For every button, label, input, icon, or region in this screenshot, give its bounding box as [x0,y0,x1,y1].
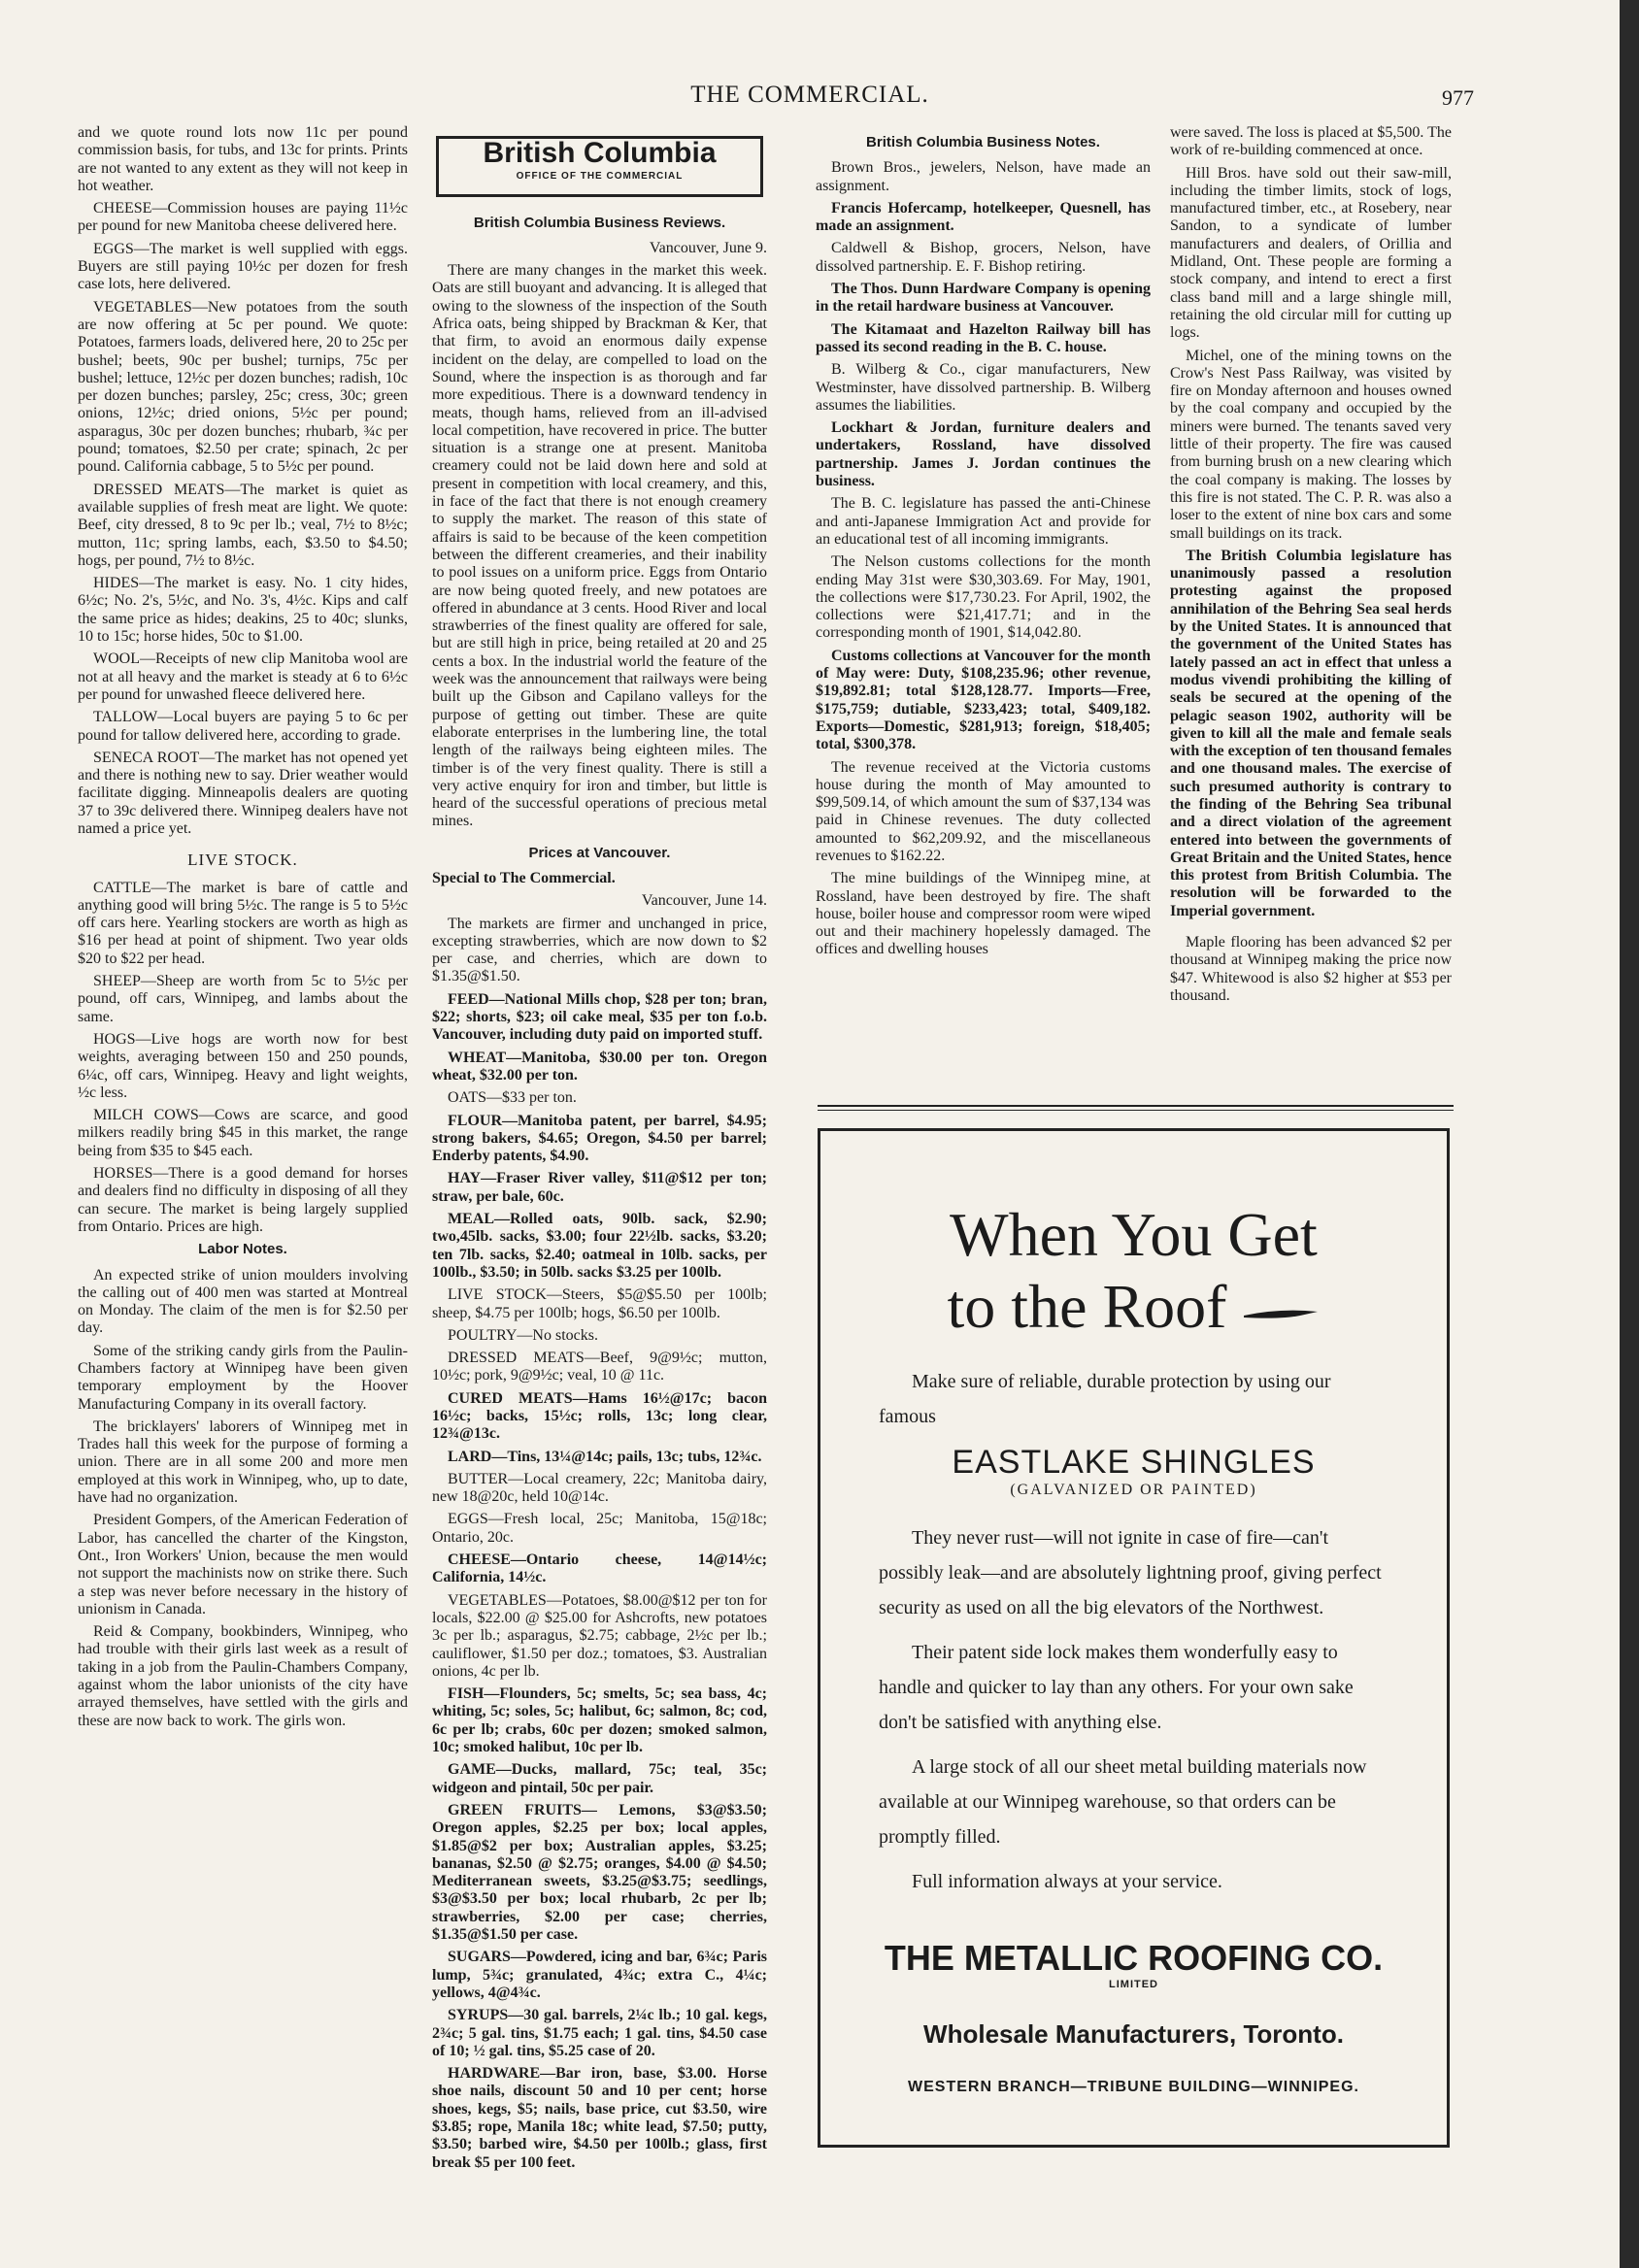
column-4 [1170,124,1452,1010]
paragraph: Michel, one of the mining towns on the Crow's Nest Pass Railway, was visited by fire on Monday afternoon and houses owned by the coal company and occupied by the miners were burned. The tenants saved very little of their property. The fire was caused from burning brush on a new clearing which the coal company is making. The losses by this fire is not stated. The C. P. R. was also a loser to the extent of nine box cars and some small buildings on its track. [1170,347,1452,542]
paragraph: The B. C. legislature has passed the anti-Chinese and anti-Japanese Immigration Act and provide for an educational test of all incoming immigrants. [816,495,1151,548]
paragraph: The bricklayers' laborers of Winnipeg met in Trades hall this week for the purpose of forming a union. There are in all some 200 and more men employed at this work in Winnipeg, who, up to date, have had no organization. [78,1418,408,1507]
special-note: Special to The Commercial. [432,869,616,886]
ad-paragraph: A large stock of all our sheet metal building materials now available at our Winnipeg warehouse, so that orders can be promptly filled. [879,1756,1367,1848]
paragraph: Customs collections at Vancouver for the month of May were: Duty, $108,235.96; other revenue, $19,892.81; total $128,128.77. Imports—Free, $175,759; dutiable, $233,423; total, $409,182. Exports—Domestic, $281,913; foreign, $18,405; total, $300,378. [816,647,1151,753]
paragraph: Some of the striking candy girls from the Paulin-Chambers factory at Winnipeg have been given temporary employment by the Hoover Manufacturing Company in its overall factory. [78,1342,408,1413]
ad-headline-line-2 [820,1271,1447,1343]
paragraph: and we quote round lots now 11c per pound commission basis, for tubs, and 13c for prints. Prints are not wanted to any extent as they will not keep in hot weather. [78,124,408,194]
paragraph: TALLOW—Local buyers are paying 5 to 6c per pound for tallow delivered here, according to grade. [78,709,408,744]
ad-paragraph: Their patent side lock makes them wonderfully easy to handle and quicker to lay than any others. For your own sake don't be satisfied with anything else. [879,1642,1354,1733]
price-item: SYRUPS—30 gal. barrels, 2¼c lb.; 10 gal. kegs, 2¾c; 5 gal. tins, $1.75 each; 1 gal. tins, $4.50 case of 10; ½ gal. tins, $5.25 case of 20. [432,2007,767,2059]
dateline: Vancouver, June 14. [641,892,767,910]
ad-body-copy [879,1520,1388,1899]
banner-title: British Columbia [483,137,717,169]
roof-swoosh-icon [1242,1298,1320,1327]
page-number: 977 [1442,85,1474,110]
price-item: LARD—Tins, 13¼@14c; pails, 13c; tubs, 12¾c. [448,1448,762,1465]
price-item: FLOUR—Manitoba patent, per barrel, $4.95; strong bakers, $4.65; Oregon, $4.50 per barrel; Enderby patents, $4.90. [432,1112,767,1165]
dateline: Vancouver, June 9. [649,239,767,256]
paragraph: Francis Hofercamp, hotelkeeper, Quesnell, has made an assignment. [816,199,1151,235]
paragraph: B. Wilberg & Co., cigar manufacturers, New Westminster, have dissolved partnership. B. Wilberg assumes the liabilities. [816,361,1151,414]
paragraph: The revenue received at the Victoria customs house during the month of May amounted to $99,509.14, of which amount the sum of $37,134 was paid in Chinese revenues. The duty collected amounted to $62,209.92, and the miscellaneous revenues to $162.22. [816,758,1151,864]
paragraph: SHEEP—Sheep are worth from 5c to 5½c per pound, off cars, Winnipeg, and lambs about the same. [78,973,408,1025]
price-item: FISH—Flounders, 5c; smelts, 5c; sea bass, 4c; whiting, 5c; soles, 5c; halibut, 6c; salmon, 8c; cod, 6c per lb; crabs, 60c per dozen; smoked salmon, 10c; smoked halibut, 10c per lb. [432,1685,767,1756]
paragraph: WOOL—Receipts of new clip Manitoba wool are not at all heavy and the market is steady at 6 to 6½c per pound for unwashed fleece delivered here. [78,650,408,703]
paragraph: Maple flooring has been advanced $2 per thousand at Winnipeg making the price now $47. Whitewood is also $2 higher at $53 per thousand. [1170,934,1452,1004]
ad-product-name: EASTLAKE SHINGLES [952,1444,1316,1481]
column-3 [816,124,1151,964]
ad-body [879,1364,1388,1434]
publication-title: THE COMMERCIAL. [690,82,929,108]
ad-paragraph: They never rust—will not ignite in case of fire—can't possibly leak—and are absolutely lightning proof, giving perfect security as used on all the big elevators of the Northwest. [879,1527,1382,1618]
british-columbia-banner [436,136,763,197]
paragraph: President Gompers, of the American Federation of Labor, has cancelled the charter of the Kingston, Ont., Iron Workers' Union, because the men would not support the machinists now on strike there. Such a step was never before necessary in the history of unionism in Canada. [78,1512,408,1618]
paragraph: CATTLE—The market is bare of cattle and anything good will bring 5½c. The range is 5 to 5½c off cars here. Yearling stockers are worth as high as $16 per head at point of shipment. Two year olds $20 to $22 per head. [78,879,408,967]
price-item: LIVE STOCK—Steers, $5@$5.50 per 100lb; sheep, $4.75 per 100lb; hogs, $6.50 per 100lb. [432,1286,767,1321]
paragraph: Brown Bros., jewelers, Nelson, have made an assignment. [816,159,1151,194]
section-heading-bc-reviews: British Columbia Business Reviews. [473,214,726,231]
paragraph: HORSES—There is a good demand for horses and dealers find no difficulty in disposing of all they can secure. The market is being largely supplied from Ontario. Prices are high. [78,1165,408,1235]
page-edge [1620,0,1639,2268]
paragraph: were saved. The loss is placed at $5,500. The work of re-building commenced at once. [1170,124,1452,159]
price-item: HARDWARE—Bar iron, base, $3.00. Horse shoe nails, discount 50 and 10 per cent; horse shoes, kegs, $5; nails, base price, cut $3.50, wire $3.85; rope, Manila 18c; white lead, $7.50; putty, $3.50; barbed wire, $4.50 per 100lb.; glass, first break $5 per 100 feet. [432,2065,767,2171]
paragraph: The Kitamaat and Hazelton Railway bill has passed its second reading in the B. C. house. [816,320,1151,355]
paragraph: The Nelson customs collections for the month ending May 31st were $30,303.69. For May, 1901, the collections were $17,730.23. For April, 1902, the collections were $21,417.71; and in the corresponding month of 1901, $14,042.80. [816,553,1151,642]
paragraph: An expected strike of union moulders involving the calling out of 400 men was started at Montreal on Monday. The claim of the men is for $2.50 per day. [78,1266,408,1337]
price-item: VEGETABLES—Potatoes, $8.00@$12 per ton for locals, $22.00 @ $25.00 for Ashcrofts, new potatoes 3c per lb.; asparagus, $2.75; cabbage, 2½c per lb.; cauliflower, $1.50 per doz.; tomatoes, $3. Australian onions, 4c per lb. [432,1591,767,1680]
paragraph: HOGS—Live hogs are worth now for best weights, averaging between 150 and 250 pounds, 6¼c, off cars, Winnipeg. Heavy and light weights, ½c less. [78,1030,408,1101]
price-item: EGGS—Fresh local, 25c; Manitoba, 15@18c; Ontario, 20c. [432,1511,767,1546]
section-heading-live-stock: LIVE STOCK. [187,850,298,870]
paragraph: The mine buildings of the Winnipeg mine, at Rossland, have been destroyed by fire. The shaft house, boiler house and compressor room were wiped out and their machinery hopelessly damaged. The offices and dwelling houses [816,870,1151,958]
price-item: GREEN FRUITS— Lemons, $3@$3.50; Oregon apples, $2.25 per box; local apples, $1.85@$2 per box; Australian apples, $3.25; bananas, $2.50 @ $2.75; oranges, $4.00 @ $4.50; Mediterranean sweets, $3.25@$3.75; seedlings, $3@$3.50 per box; local rhubarb, 2c per lb; strawberries, $2.00 per case; cherries, $1.35@$1.50 per case. [432,1801,767,1944]
paragraph: CHEESE—Commission houses are paying 11½c per pound for new Manitoba cheese delivered here. [78,200,408,235]
paragraph: The Thos. Dunn Hardware Company is opening in the retail hardware business at Vancouver. [816,281,1151,316]
ad-company-limited: LIMITED [1109,1979,1158,1990]
paragraph: Caldwell & Bishop, grocers, Nelson, have dissolved partnership. E. F. Bishop retiring. [816,240,1151,275]
banner-subtitle: OFFICE OF THE COMMERCIAL [516,171,684,183]
paragraph: Hill Bros. have sold out their saw-mill, including the timber limits, stock of logs, manufactured timber, etc., at Rosebery, near Sandon, to a syndicate of lumber manufacturers and dealers, of Orillia and Midland, Ont. These people are forming a stock company, and intend to erect a first class band mill and a large shingle mill, retaining the old circular mill for cutting up logs. [1170,164,1452,342]
ad-intro: Make sure of reliable, durable protection by using our famous [879,1371,1331,1427]
paragraph: DRESSED MEATS—The market is quiet as available supplies of fresh meat are light. We quote: Beef, city dressed, 8 to 9c per lb.; veal, 7½ to 8½c; mutton, 11c; spring lambs, each, $3.50 to $4.50; hogs, per pound, 7½ to 8½c. [78,481,408,569]
price-item: FEED—National Mills chop, $28 per ton; bran, $22; shorts, $23; oil cake meal, $35 per ton f.o.b. Vancouver, including duty paid on imported stuff. [432,990,767,1044]
section-heading-bc-notes: British Columbia Business Notes. [866,134,1100,150]
price-item: POULTRY—No stocks. [448,1326,598,1344]
metallic-roofing-advertisement [818,1128,1450,2148]
ad-headline-line-1: When You Get [950,1200,1318,1269]
price-item: SUGARS—Powdered, icing and bar, 6¾c; Paris lump, 5¾c; granulated, 4¾c; extra C., 4¼c; yellows, 4@4¾c. [432,1949,767,2001]
paragraph: SENECA ROOT—The market has not opened yet and there is nothing new to say. Drier weather would facilitate digging. Minneapolis dealers are quoting 37 to 39c delivered there. Winnipeg dealers have not named a price yet. [78,749,408,837]
section-heading-prices-vancouver: Prices at Vancouver. [528,844,671,861]
ad-wholesale-line: Wholesale Manufacturers, Toronto. [923,2019,1344,2049]
price-item: BUTTER—Local creamery, 22c; Manitoba dairy, new 18@20c, held 10@14c. [432,1470,767,1506]
ad-branch-line: WESTERN BRANCH—TRIBUNE BUILDING—WINNIPEG. [908,2079,1359,2095]
price-item: DRESSED MEATS—Beef, 9@9½c; mutton, 10½c; pork, 9@9½c; veal, 10 @ 11c. [432,1350,767,1384]
paragraph: Reid & Company, bookbinders, Winnipeg, who had trouble with their girls last week as a result of taking in a job from the Paulin-Chambers Company, against whom the labor unionists of the city have arrayed themselves, have settled with the girls and these are now back to work. The girls won. [78,1623,408,1729]
section-heading-labor-notes: Labor Notes. [198,1241,287,1258]
paragraph: There are many changes in the market this week. Oats are still buoyant and advancing. It is alleged that owing to the slowness of the inspection of the South Africa oats, being shipped by Brackman & Ker, that that firm, to avoid an enormous daily expense incident on the delay, are compelled to load on the Sound, where the inspection is as thorough and far more expeditious. There is a downward tendency in meats, though hams, relieved from an ill-advised local competition, have recovered in price. The butter situation is a strange one at present. Manitoba creamery could not be laid down here and sold at present in competition with local creamery, and this, in face of the fact that there is not enough creamery to supply the market. The reason of this state of affairs is said to be because of the keen competition between the different creameries, and their inability to pool issues on a uniform price. Eggs from Ontario are now being quoted freely, and new potatoes are offered in abundance at 3 cents. Hood River and local strawberries of the finest quality are offered for sale, but are still high in price, being retailed at 20 and 25 cents a box. In the industrial world the feature of the week was the announcement that railways were being built up the Gibson and Capilano valleys for the purpose of getting out timber. These are quite elaborate enterprises in the lumbering line, the total length of the railways being eighteen miles. The timber is of the very finest quality. There is still a very active enquiry for iron and timber, but little is heard of the successful operations of precious metal mines. [432,262,767,830]
paragraph: HIDES—The market is easy. No. 1 city hides, 6½c; No. 2's, 5½c, and No. 3's, 4½c. Kips and calf the same price as hides; deakins, 25 to 40c; slunks, 10 to 15c; horse hides, 50c to $1.00. [78,575,408,646]
paragraph: MILCH COWS—Cows are scarce, and good milkers readily bring $45 in this market, the range being from $35 to $45 each. [78,1107,408,1159]
column-1 [78,124,408,1735]
page-header [0,82,1620,115]
price-item: CURED MEATS—Hams 16½@17c; bacon 16½c; backs, 15½c; rolls, 13c; long clear, 12¾@13c. [432,1389,767,1443]
paragraph: VEGETABLES—New potatoes from the south are now offering at 5c per pound. We quote: Potatoes, farmers loads, delivered here, 20 to 25c per bushel; beets, 90c per bushel; turnips, 75c per bushel; lettuce, 12½c per dozen bunches; radish, 10c per dozen bunches; parsley, 25c; cress, 30c; green onions, 12½c; dried onions, 5½c per pound; asparagus, 30c per dozen bunches; rhubarb, ¾c per pound; tomatoes, $2.50 per crate; spinach, 2c per pound. California cabbage, 5 to 5½c per pound. [78,298,408,476]
ad-company-name: THE METALLIC ROOFING CO. [884,1938,1384,1978]
price-item: OATS—$33 per ton. [448,1089,577,1107]
divider-rule [818,1110,1454,1111]
paragraph: The British Columbia legislature has unanimously passed a resolution protesting against the proposed annihilation of the Behring Sea seal herds by the United States. It is announced that the government of the United States has lately passed an act in effect that unless a modus vivendi prohibiting the killing of seals be secured at the opening of the pelagic season 1902, authority will be given to kill all the male and female seals with the exception of ten thousand females and one thousand males. The exercise of such presumed authority is contrary to the finding of the Behring Sea tribunal and a direct violation of the agreement entered into between the governments of Great Britain and the United States, hence this protest from British Columbia. The resolution will be forwarded to the Imperial government. [1170,547,1452,919]
paragraph: The markets are firmer and unchanged in price, excepting strawberries, which are now down to $2 per case, and cherries, which are down to $1.35@$1.50. [432,915,767,985]
paragraph: Lockhart & Jordan, furniture dealers and undertakers, Rossland, have dissolved partnership. James J. Jordan continues the business. [816,419,1151,490]
price-item: HAY—Fraser River valley, $11@$12 per ton; straw, per bale, 60c. [432,1170,767,1205]
price-item: GAME—Ducks, mallard, 75c; teal, 35c; widgeon and pintail, 50c per pair. [432,1761,767,1796]
ad-paragraph: Full information always at your service. [912,1871,1222,1892]
divider-rule [818,1105,1454,1107]
column-2 [432,124,767,2177]
ad-headline [820,1199,1447,1343]
ad-product-subtitle: (GALVANIZED OR PAINTED) [1010,1482,1257,1498]
ad-headline-text: to the Roof [947,1272,1227,1341]
price-item: CHEESE—Ontario cheese, 14@14½c; California, 14½c. [432,1551,767,1586]
price-item: MEAL—Rolled oats, 90lb. sack, $2.90; two,45lb. sacks, $3.00; four 22½lb. sacks, $3.20; ten 7lb. sacks, $2.40; oatmeal in 10lb. sacks, per 100lb., $3.50; in 50lb. sacks $3.25 per 100lb. [432,1211,767,1281]
price-item: WHEAT—Manitoba, $30.00 per ton. Oregon wheat, $32.00 per ton. [432,1049,767,1084]
paragraph: EGGS—The market is well supplied with eggs. Buyers are still paying 10½c per dozen for fresh case lots, here delivered. [78,240,408,293]
